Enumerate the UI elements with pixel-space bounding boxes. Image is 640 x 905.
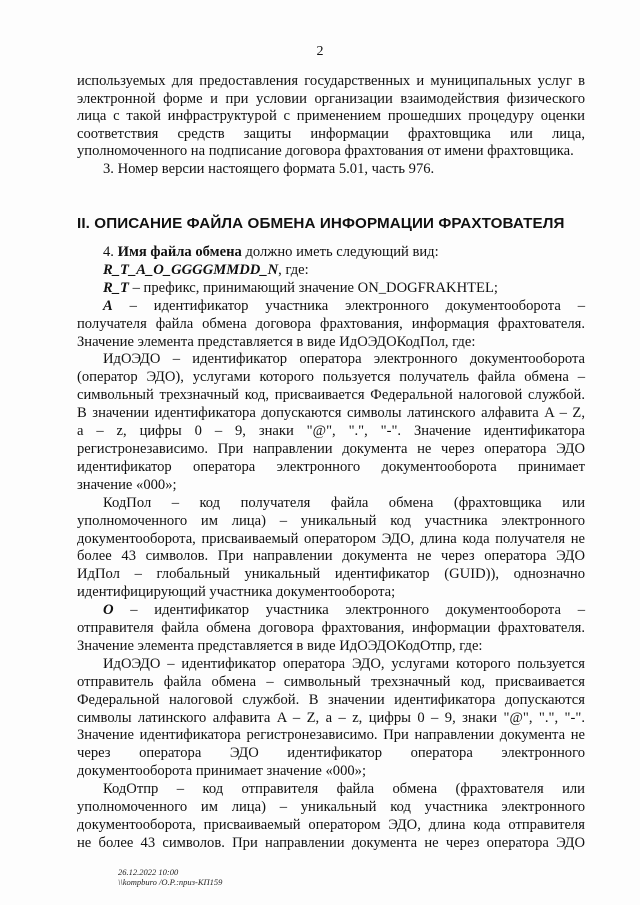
text-line: КодОтпр – код отправителя файла обмена (фрахтователя или [103,781,585,798]
text-line: Значение элемента представляется в виде ИдОЭДОКодОтпр, где: [77,637,483,654]
text-line: ИдПол – глобальный уникальный идентификатор (GUID)), однозначно [77,566,585,583]
text-run: должно иметь следующий вид: [241,244,439,260]
section-heading: II. ОПИСАНИЕ ФАЙЛА ОБМЕНА ИНФОРМАЦИИ ФРАХТОВАТЕЛЯ [77,215,565,232]
text-run: , где: [278,261,309,278]
text-line: лица с такой инфраструктурой с применением прошедших процедуру оценки [77,108,585,125]
text-line: символы латинского алфавита A – Z, a – z, цифры 0 – 9, знаки "@", ".", "-". [77,709,585,726]
text-line: более 43 символов. При направлении документа не через оператора ЭДО [77,548,585,565]
text-line: отправитель файла обмена – символьный трехзначный код, присваивается [77,673,585,690]
text-line [77,298,585,316]
text-line: соответствия средств защиты информации фрахтовщика или лица, [77,125,585,142]
print-footer [118,867,222,887]
print-date: 26.12.2022 10:00 [118,867,179,877]
text-line: идентификатор оператора электронного документооборота принимает [77,458,585,475]
element-code-o: O [103,602,114,619]
pattern-code: R_T_A_O_GGGGMMDD_N [103,261,279,278]
text-line: В значении идентификатора допускаются символы латинского алфавита A – Z, [77,405,585,422]
text-line: ИдОЭДО – идентификатор оператора электронного документооборота [103,351,585,368]
text-line: используемых для предоставления государственных и муниципальных услуг в [77,73,585,89]
paragraph-4 [77,244,585,262]
text-line: документооборота принимает значение «000»; [77,763,367,780]
text-line: получателя файла обмена договора фрахтования, информация фрахтователя. [77,315,585,332]
text-line [77,602,585,620]
version-line: 3. Номер версии настоящего формата 5.01, часть 976. [103,160,435,177]
element-code-a: A [103,297,113,314]
text-line: ИдОЭДО – идентификатор оператора ЭДО, услугами которого пользуется [103,655,585,672]
text-line: электронной форме и при условии организации взаимодействия физического [77,90,585,107]
text-line: отправителя файла обмена договора фрахтования, информации фрахтователя. [77,620,585,637]
text-line: документооборота, присваиваемый оператором ЭДО, длина кода отправителя [77,817,585,833]
section-body [77,244,585,853]
prefix-code: R_T [103,279,129,296]
text-line: идентифицирующий участника документооборота; [77,584,396,601]
file-path: \\kompburo /О.Р.:приз-КП159 [118,877,223,887]
text-run: – идентификатор участника электронного документооборота – [112,297,585,314]
text-line: значение «000»; [77,476,177,493]
text-line: (оператор ЭДО), услугами которого пользуется получатель файла обмена – [77,369,585,386]
text-line: a – z, цифры 0 – 9, знаки "@", ".", "-". Значение идентификатора [77,423,585,440]
text-line: документооборота, присваиваемый оператором ЭДО, длина кода получателя не [77,530,585,547]
text-line: уполномоченного им лица) – уникальный код участника электронного [77,799,585,816]
text-line: не более 43 символов. При направлении документа не через оператора ЭДО [77,834,585,851]
text-line: Значение элемента представляется в виде ИдОЭДОКодПол, где: [77,333,476,350]
prefix-line [77,280,585,298]
text-line: уполномоченного на подписание договора фрахтования от имени фрахтовщика. [77,143,574,160]
text-line: регистронезависимо. При направлении документа не через оператора ЭДО [77,440,585,457]
text-line: через оператора ЭДО идентификатор оператора электронного [77,745,585,762]
page-number: 2 [316,44,324,59]
text-line: Значение идентификатора регистронезависимо. При направлении документа не [77,727,585,744]
text-line: Федеральной налоговой службой. В значении идентификатора допускаются [77,691,585,708]
file-name-pattern [77,262,585,280]
text-line: символьный трехзначный код, присваивается Федеральной налоговой службой. [77,387,585,404]
text-run: – идентификатор участника электронного документооборота – [113,602,585,619]
text-run: – префикс, принимающий значение ON_DOGFRAKHTEL; [128,279,498,296]
text-line: уполномоченного им лица) – уникальный код участника электронного [77,512,585,529]
item-number: 4. [103,244,118,260]
text-line: КодПол – код получателя файла обмена (фрахтовщика или [103,494,585,511]
intro-paragraph [77,73,585,179]
bold-term: Имя файла обмена [117,244,242,260]
